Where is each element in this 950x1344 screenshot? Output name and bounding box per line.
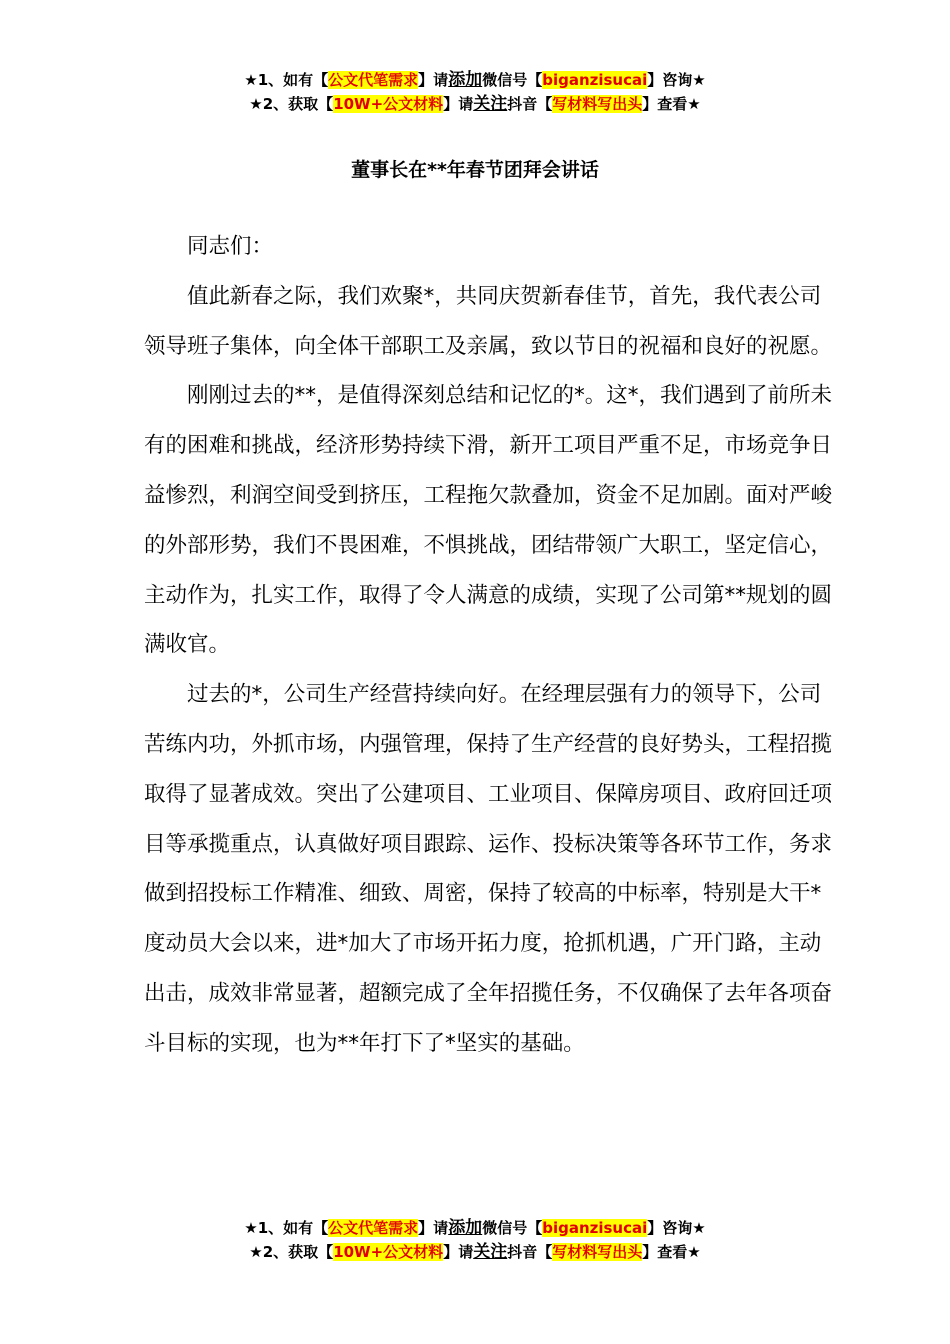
promo-emphasis: 关注 <box>473 1242 508 1262</box>
promo-text: 微信号【 <box>482 71 543 89</box>
promo-highlight-wechat-id: biganzisucai <box>542 1219 648 1237</box>
document-title: 董事长在**年春节团拜会讲话 <box>351 159 599 181</box>
promo-highlight-service: 公文代笔需求 <box>328 71 419 89</box>
promo-text: ★1、如有【 <box>244 1219 329 1237</box>
body-paragraph: 值此新春之际，我们欢聚*，共同庆贺新春佳节，首先，我代表公司领导班子集体，向全体干部职工及亲属，致以节日的祝福和良好的祝愿。 <box>144 283 833 359</box>
promo-highlight-service: 公文代笔需求 <box>328 1219 419 1237</box>
promo-highlight-douyin-account: 写材料写出头 <box>552 1243 643 1261</box>
promo-text: 】查看★ <box>642 1243 701 1261</box>
promo-highlight-wechat-id: biganzisucai <box>542 71 648 89</box>
promo-text: 】请 <box>443 95 474 113</box>
body-paragraph: 过去的*，公司生产经营持续向好。在经理层强有力的领导下，公司苦练内功，外抓市场，内强管理，保持了生产经营的良好势头，工程招揽取得了显著成效。突出了公建项目、工业项目、保障房项目、政府回迁项目等承揽重点，认真做好项目跟踪、运作、投标决策等各环节工作，务求做到招投标工作精准、细致、周密，保持了较高的中标率，特别是大干*度动员大会以来，进*加大了市场开拓力度，抢抓机遇，广开门路，主动出击，成效非常显著，超额完成了全年招揽任务，不仅确保了去年各项奋斗目标的实现，也为**年打下了*坚实的基础。 <box>144 682 833 1056</box>
promo-footer <box>0 1216 950 1264</box>
promo-text: 】咨询★ <box>647 71 706 89</box>
promo-text: 抖音【 <box>507 1243 553 1261</box>
promo-text: ★2、获取【 <box>249 95 334 113</box>
promo-line-1 <box>0 68 950 92</box>
promo-text: 】请 <box>443 1243 474 1261</box>
promo-line-1 <box>0 1216 950 1240</box>
promo-text: ★2、获取【 <box>249 1243 334 1261</box>
body-paragraph: 刚刚过去的**，是值得深刻总结和记忆的*。这*，我们遇到了前所未有的困难和挑战，经济形势持续下滑，新开工项目严重不足，市场竞争日益惨烈，利润空间受到挤压，工程拖欠款叠加，资金不足加剧。面对严峻的外部形势，我们不畏困难，不惧挑战，团结带领广大职工，坚定信心，主动作为，扎实工作，取得了令人满意的成绩，实现了公司第**规划的圆满收官。 <box>144 383 833 658</box>
promo-text: 微信号【 <box>482 1219 543 1237</box>
salutation: 同志们： <box>187 234 274 259</box>
promo-highlight-materials: 10W+公文材料 <box>333 1243 444 1261</box>
promo-emphasis: 添加 <box>448 70 483 90</box>
promo-text: 】咨询★ <box>647 1219 706 1237</box>
promo-text: 】请 <box>418 71 449 89</box>
promo-text: 抖音【 <box>507 95 553 113</box>
promo-text: 】查看★ <box>642 95 701 113</box>
promo-text: ★1、如有【 <box>244 71 329 89</box>
promo-emphasis: 添加 <box>448 1218 483 1238</box>
promo-emphasis: 关注 <box>473 94 508 114</box>
promo-highlight-douyin-account: 写材料写出头 <box>552 95 643 113</box>
promo-text: 】请 <box>418 1219 449 1237</box>
document-body <box>144 222 834 1069</box>
promo-line-2 <box>0 92 950 116</box>
promo-highlight-materials: 10W+公文材料 <box>333 95 444 113</box>
promo-header <box>0 68 950 116</box>
promo-line-2 <box>0 1240 950 1264</box>
